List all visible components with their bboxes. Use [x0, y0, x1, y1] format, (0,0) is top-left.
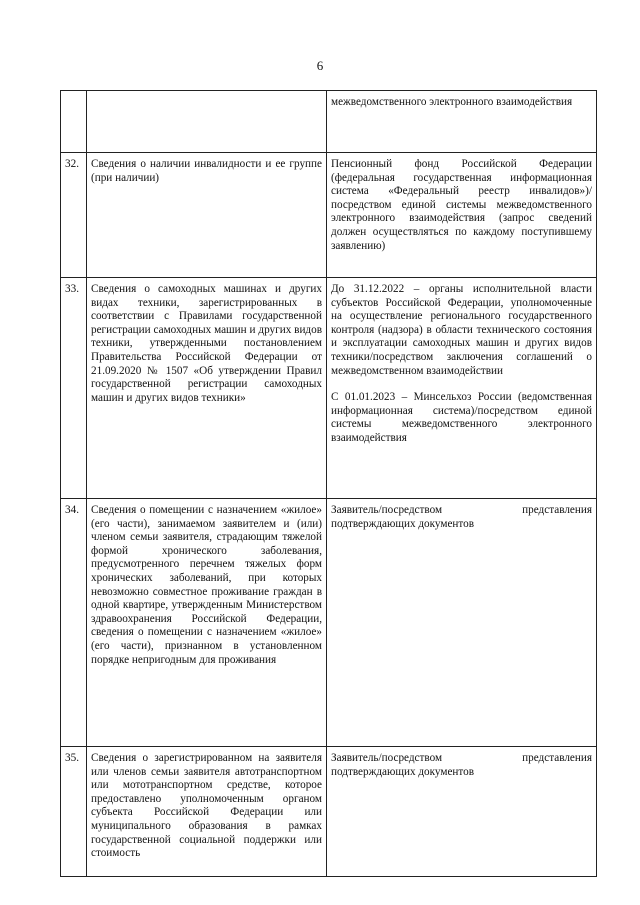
page-number: 6: [316, 58, 324, 73]
row-info: [87, 91, 327, 153]
row-number: 32.: [61, 153, 87, 278]
row-info: Сведения о зарегистрированном на заявителя или членов семьи заявителя автотранспортном или мототранспортном средстве, которое предоставлено уполномоченным органом субъекта Российской Федерации или муниципального образования в рамках государственной социальной поддержки или стоимость: [87, 747, 327, 877]
table-row: [61, 747, 597, 877]
source-paragraph: Пенсионный фонд Российской Федерации (федеральная государственная информационная система «Федеральный реестр инвалидов»)/посредством единой системы межведомственного электронного взаимодействия (запрос сведений должен осуществляться по каждому поступившему заявлению): [331, 158, 592, 252]
table-row: [61, 91, 597, 153]
row-info: Сведения о помещении с назначением «жилое» (его части), занимаемом заявителем и (или) членом семьи заявителя, страдающим тяжелой формой хронического заболевания, предусмотренного перечнем тяжелых форм хронических заболеваний, при которых невозможно совместное проживание граждан в одной квартире, утвержденным Министерством здравоохранения Российской Федерации, сведения о помещении с назначением «жилое» (его части), признанном в установленном порядке непригодным для проживания: [87, 499, 327, 747]
row-info: Сведения о наличии инвалидности и ее группе (при наличии): [87, 153, 327, 278]
row-source: [327, 747, 597, 877]
row-source: [327, 153, 597, 278]
row-source: [327, 499, 597, 747]
source-paragraph: Заявитель/посредством представления подтверждающих документов: [331, 752, 592, 778]
services-table: [60, 90, 597, 877]
row-number: 34.: [61, 499, 87, 747]
row-source: [327, 91, 597, 153]
source-paragraph: До 31.12.2022 – органы исполнительной власти субъектов Российской Федерации, уполномоченные на осуществление регионального государственного контроля (надзора) в области технического состояния и эксплуатации самоходных машин и других видов техники/посредством заключения соглашений о межведомственном взаимодействии: [331, 283, 592, 377]
table-row: [61, 153, 597, 278]
table-row: [61, 278, 597, 499]
row-number: [61, 91, 87, 153]
source-paragraph: межведомственного электронного взаимодействия: [331, 96, 573, 108]
row-number: 35.: [61, 747, 87, 877]
source-paragraph: С 01.01.2023 – Минсельхоз России (ведомственная информационная система)/посредством единой системы межведомственного электронного взаимодействия: [331, 391, 592, 444]
row-source: [327, 278, 597, 499]
row-number: 33.: [61, 278, 87, 499]
source-paragraph: Заявитель/посредством представления подтверждающих документов: [331, 504, 592, 530]
row-info: Сведения о самоходных машинах и других видах техники, зарегистрированных в соответствии с Правилами государственной регистрации самоходных машин и других видов техники, утвержденными постановлением Правительства Российской Федерации от 21.09.2020 № 1507 «Об утверждении Правил государственной регистрации самоходных машин и других видов техники»: [87, 278, 327, 499]
table-row: [61, 499, 597, 747]
